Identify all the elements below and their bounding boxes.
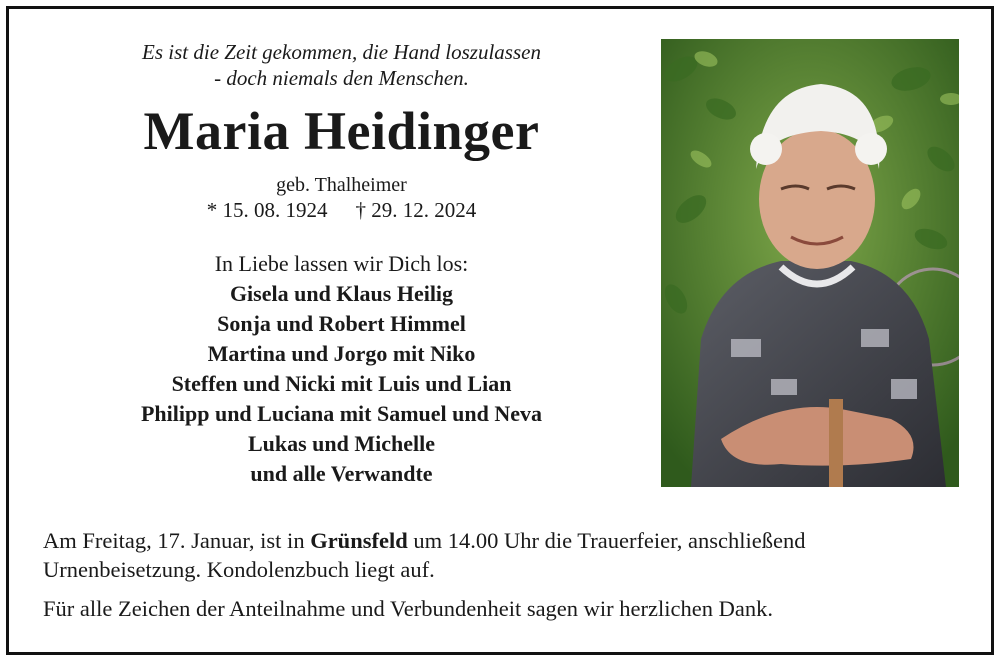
birth-name: geb. Thalheimer xyxy=(276,174,407,196)
mourner: Martina und Jorgo mit Niko xyxy=(207,341,476,366)
mourners-list xyxy=(49,279,634,489)
mourner: Steffen und Nicki mit Luis und Lian xyxy=(171,371,512,396)
quote-line-2: - doch niemals den Menschen. xyxy=(214,66,469,90)
life-dates xyxy=(49,197,634,223)
quote-line-1: Es ist die Zeit gekommen, die Hand loszulassen xyxy=(142,40,541,64)
mourners-intro: In Liebe lassen wir Dich los: xyxy=(214,251,469,276)
deceased-name: Maria Heidinger xyxy=(143,101,540,161)
obituary-notice xyxy=(6,6,994,655)
mourner: Philipp und Luciana mit Samuel und Neva xyxy=(140,401,542,426)
text-column xyxy=(49,39,634,489)
funeral-place: Grünsfeld xyxy=(310,528,408,553)
birth-date: * 15. 08. 1924 xyxy=(206,198,328,222)
portrait-photo xyxy=(661,39,959,487)
funeral-details: Am Freitag, 17. Januar, ist in Grünsfeld um 14.00 Uhr die Trauerfeier, anschließend Urnenbeisetzung. Kondolenzbuch liegt auf. xyxy=(43,528,806,582)
quote xyxy=(49,39,634,91)
mourner: Sonja und Robert Himmel xyxy=(217,311,466,336)
mourner: Lukas und Michelle xyxy=(247,431,436,456)
thanks-note: Für alle Zeichen der Anteilnahme und Verbundenheit sagen wir herzlichen Dank. xyxy=(43,596,773,621)
service-information xyxy=(43,526,963,623)
mourner: Gisela und Klaus Heilig xyxy=(229,281,454,306)
mourner: und alle Verwandte xyxy=(250,461,433,486)
death-date: † 29. 12. 2024 xyxy=(355,198,477,222)
